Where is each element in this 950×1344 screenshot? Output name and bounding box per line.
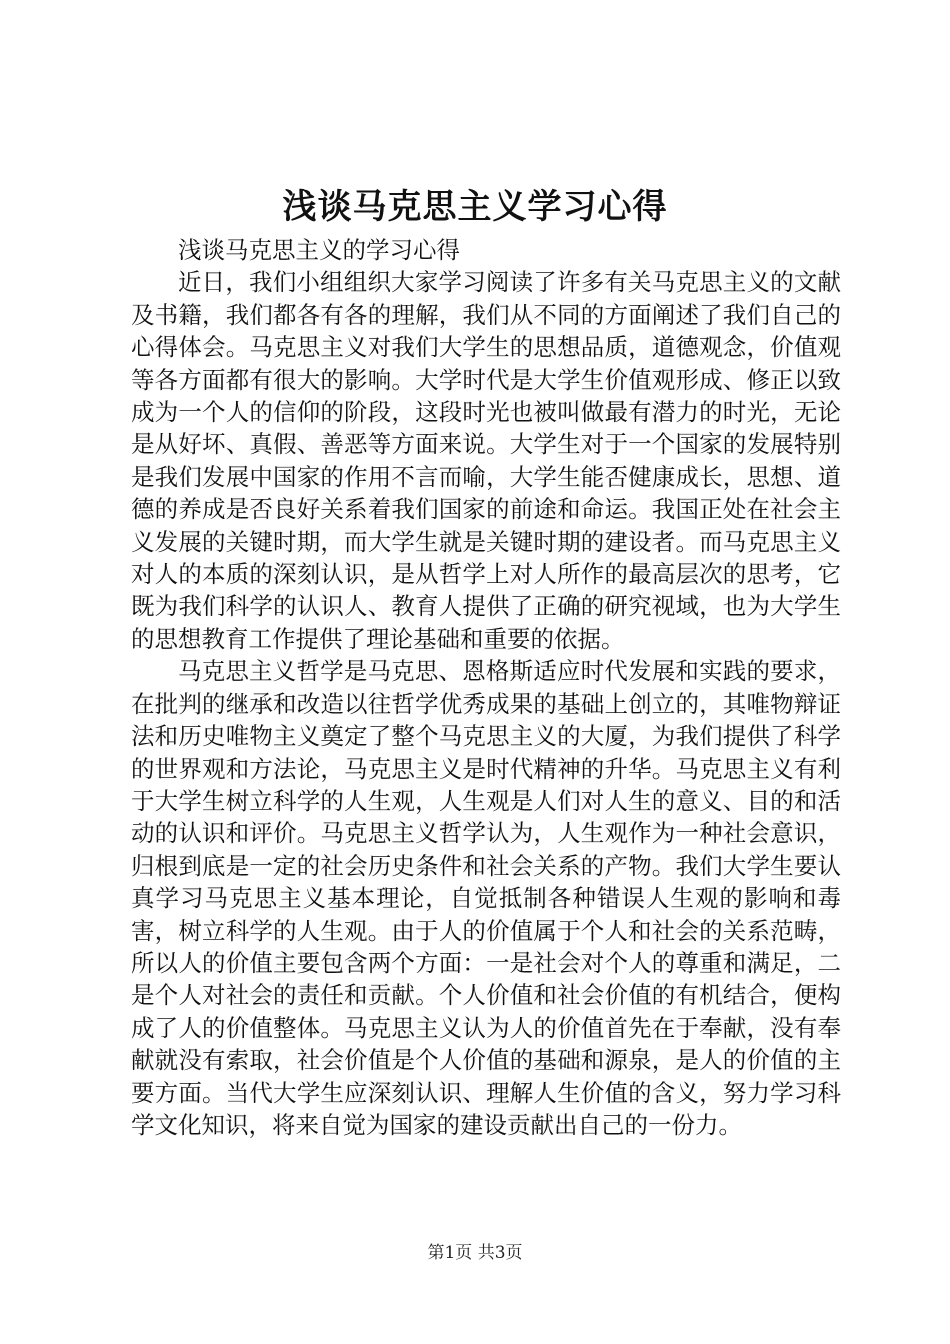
page-indicator: 第1页 共3页 — [427, 1243, 523, 1263]
body-paragraph-1: 近日，我们小组组织大家学习阅读了许多有关马克思主义的文献及书籍，我们都各有各的理解，我们从不同的方面阐述了我们自己的心得体会。马克思主义对我们大学生的思想品质，道德观念，价值观等各方面都有很大的影响。大学时代是大学生价值观形成、修正以致成为一个人的信仰的阶段，这段时光也被叫做最有潜力的时光，无论是从好坏、真假、善恶等方面来说。大学生对于一个国家的发展特别是我们发展中国家的作用不言而喻，大学生能否健康成长，思想、道德的养成是否良好关系着我们国家的前途和命运。我国正处在社会主义发展的关键时期，而大学生就是关键时期的建设者。而马克思主义对人的本质的深刻认识，是从哲学上对人所作的最高层次的思考，它既为我们科学的认识人、教育人提供了正确的研究视域，也为大学生的思想教育工作提供了理论基础和重要的依据。 — [131, 268, 841, 653]
body-paragraph-2: 马克思主义哲学是马克思、恩格斯适应时代发展和实践的要求，在批判的继承和改造以往哲学优秀成果的基础上创立的，其唯物辩证法和历史唯物主义奠定了整个马克思主义的大厦，为我们提供了科学的世界观和方法论，马克思主义是时代精神的升华。马克思主义有利于大学生树立科学的人生观，人生观是人们对人生的意义、目的和活动的认识和评价。马克思主义哲学认为，人生观作为一种社会意识，归根到底是一定的社会历史条件和社会关系的产物。我们大学生要认真学习马克思主义基本理论，自觉抵制各种错误人生观的影响和毒害，树立科学的人生观。由于人的价值属于个人和社会的关系范畴，所以人的价值主要包含两个方面：一是社会对个人的尊重和满足，二是个人对社会的责任和贡献。个人价值和社会价值的有机结合，便构成了人的价值整体。马克思主义认为人的价值首先在于奉献，没有奉献就没有索取，社会价值是个人价值的基础和源泉，是人的价值的主要方面。当代大学生应深刻认识、理解人生价值的含义，努力学习科学文化知识，将来自觉为国家的建设贡献出自己的一份力。 — [131, 657, 841, 1139]
document-subtitle: 浅谈马克思主义的学习心得 — [178, 236, 460, 264]
document-body — [131, 234, 841, 1141]
document-title: 浅谈马克思主义学习心得 — [282, 187, 668, 227]
page-footer — [0, 1241, 950, 1265]
